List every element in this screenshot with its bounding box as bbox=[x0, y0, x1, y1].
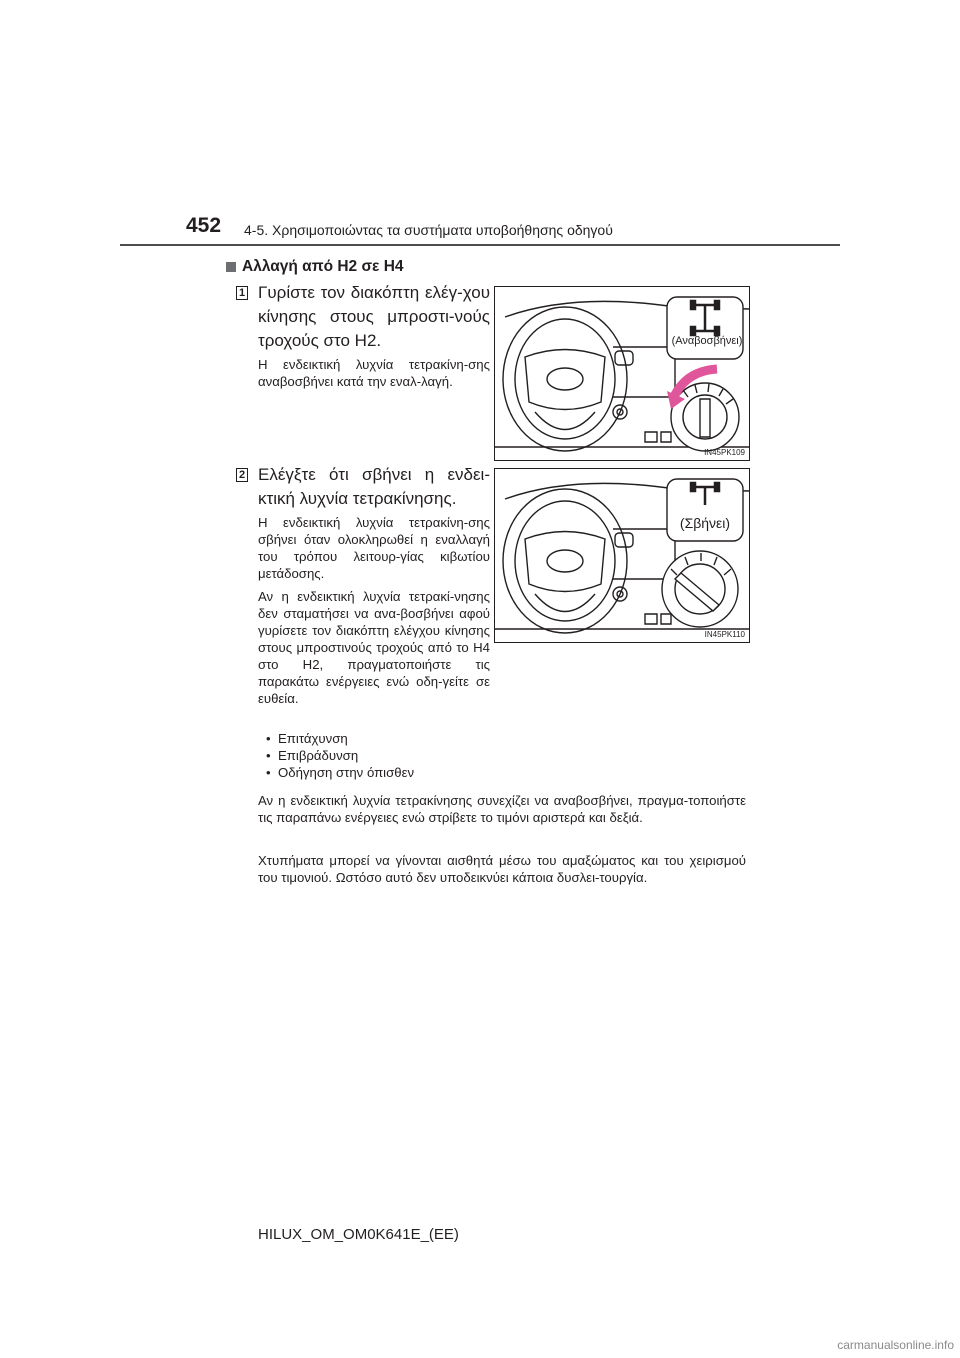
dashboard-illustration-1 bbox=[495, 287, 749, 460]
step-1-badge: 1 bbox=[236, 286, 248, 300]
dashboard-illustration-2 bbox=[495, 469, 749, 642]
step-1-note: Η ενδεικτική λυχνία τετρακίνη-σης αναβοσβήνει κατά την εναλ-λαγή. bbox=[258, 357, 490, 389]
paragraph-2: Χτυπήματα μπορεί να γίνονται αισθητά μέσω του αμαξώματος και του χειρισμού του τιμονιού. Ωστόσο αυτό δεν υποδεικνύει κάποια δυσλει-τουργία. bbox=[258, 853, 746, 885]
figure-2 bbox=[494, 468, 750, 643]
document-id: HILUX_OM_OM0K641E_(EE) bbox=[258, 1226, 459, 1243]
header-divider bbox=[120, 244, 840, 246]
chapter-title: 4-5. Χρησιμοποιώντας τα συστήματα υποβοήθησης οδηγού bbox=[244, 222, 613, 238]
page-number: 452 bbox=[186, 214, 222, 237]
figure-1 bbox=[494, 286, 750, 461]
section-heading-text: Αλλαγή από H2 σε H4 bbox=[242, 258, 404, 275]
step-1-title: Γυρίστε τον διακόπτη ελέγ-χου κίνησης στους μπροστι-νούς τροχούς στο H2. bbox=[258, 283, 490, 350]
list-item: • Επιβράδυνση bbox=[266, 747, 486, 764]
step-2-title: Ελέγξτε ότι σβήνει η ενδει-κτική λυχνία τετρακίνησης. bbox=[258, 465, 490, 508]
watermark: carmanualsonline.info bbox=[837, 1338, 954, 1352]
square-bullet-icon bbox=[226, 262, 236, 272]
list-item: • Οδήγηση στην όπισθεν bbox=[266, 764, 486, 781]
section-heading bbox=[226, 258, 404, 276]
figure-1-code: IN45PK109 bbox=[704, 448, 745, 457]
step-2-note-2: Αν η ενδεικτική λυχνία τετρακί-νησης δεν σταματήσει να ανα-βοσβήνει αφού γυρίσετε τον διακόπτη ελέγχου κίνησης στους μπροστινούς τροχούς από το H4 στο H2, πραγματοποιήστε τις παρακάτω ενέργειες ενώ οδη-γείτε σε ευθεία. bbox=[258, 589, 490, 706]
figure-2-code: IN45PK110 bbox=[704, 630, 745, 639]
step-2-badge: 2 bbox=[236, 468, 248, 482]
paragraph-1: Αν η ενδεικτική λυχνία τετρακίνησης συνεχίζει να αναβοσβήνει, πραγμα-τοποιήστε τις παραπάνω ενέργειες ενώ στρίβετε το τιμόνι αριστερά και δεξιά. bbox=[258, 793, 746, 825]
list-item: • Επιτάχυνση bbox=[266, 730, 486, 747]
step-2-note-1: Η ενδεικτική λυχνία τετρακίνη-σης σβήνει όταν ολοκληρωθεί η εναλλαγή του τρόπου λειτουρ-γίας κιβωτίου μετάδοσης. bbox=[258, 515, 490, 581]
step-2-bullet-list bbox=[266, 730, 486, 781]
figure-2-callout: (Σβήνει) bbox=[679, 515, 731, 531]
figure-1-callout: (Αναβοσβήνει) bbox=[671, 335, 743, 347]
